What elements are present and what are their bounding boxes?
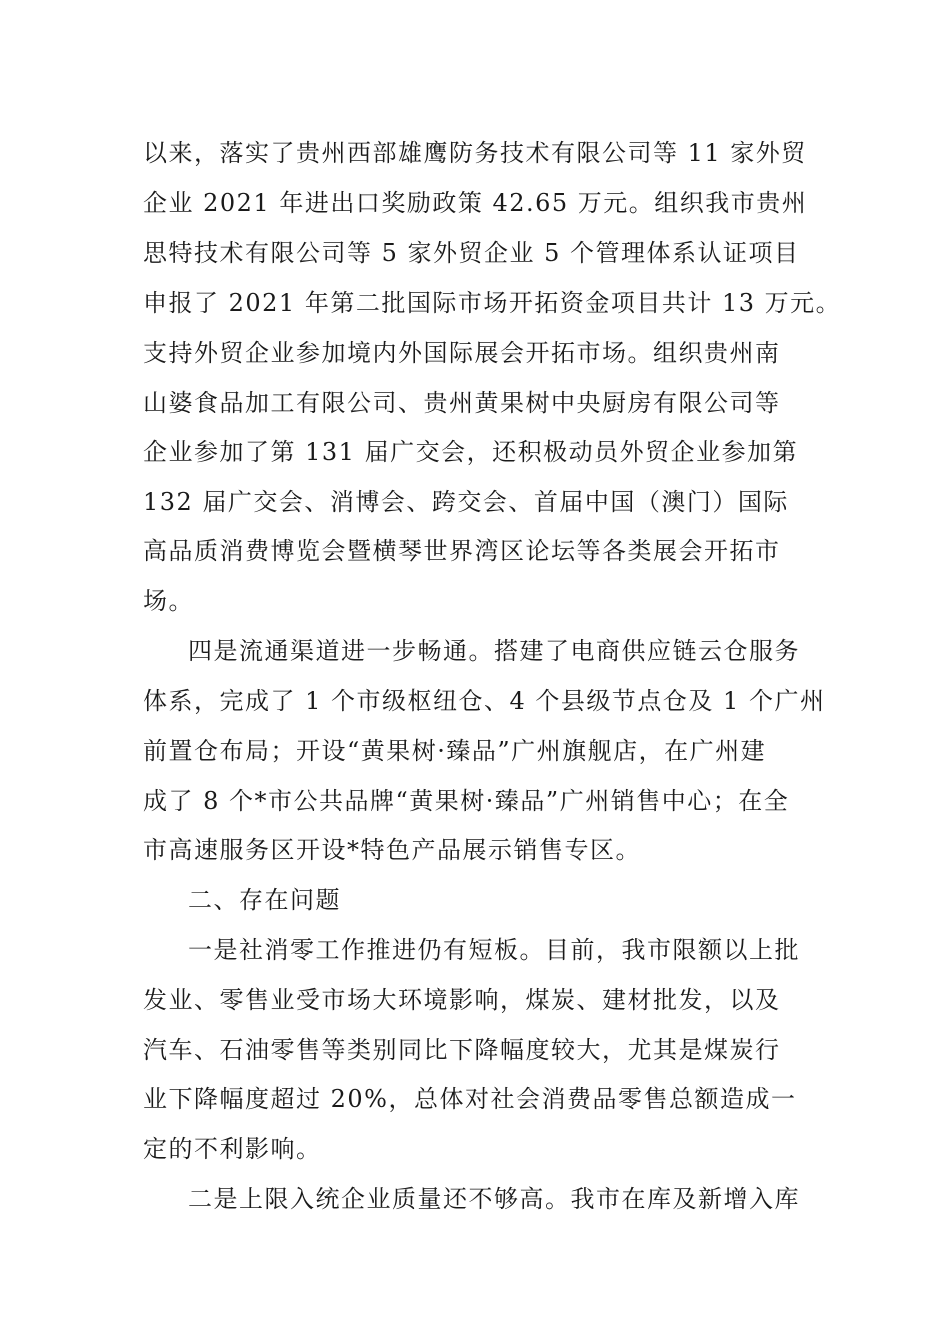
text-line: 企业 2021 年进出口奖励政策 42.65 万元。组织我市贵州	[143, 189, 808, 217]
text-line: 业下降幅度超过 20%，总体对社会消费品零售总额造成一	[143, 1085, 797, 1113]
text-line: 发业、零售业受市场大环境影响，煤炭、建材批发，以及	[143, 986, 781, 1014]
text-line: 场。	[143, 587, 194, 615]
section-heading: 二、存在问题	[188, 886, 341, 914]
text-line: 支持外贸企业参加境内外国际展会开拓市场。组织贵州南	[143, 339, 781, 367]
text-line: 思特技术有限公司等 5 家外贸企业 5 个管理体系认证项目	[143, 239, 800, 267]
paragraph-first-line: 四是流通渠道进一步畅通。搭建了电商供应链云仓服务	[188, 637, 800, 665]
text-line: 定的不利影响。	[143, 1135, 322, 1163]
text-line: 山婆食品加工有限公司、贵州黄果树中央厨房有限公司等	[143, 389, 781, 417]
text-line: 成了 8 个*市公共品牌“黄果树·臻品”广州销售中心；在全	[143, 787, 790, 815]
text-line: 132 届广交会、消博会、跨交会、首届中国（澳门）国际	[143, 488, 789, 516]
paragraph-first-line: 二是上限入统企业质量还不够高。我市在库及新增入库	[188, 1185, 800, 1213]
paragraph-first-line: 一是社消零工作推进仍有短板。目前，我市限额以上批	[188, 936, 800, 964]
text-line: 体系，完成了 1 个市级枢纽仓、4 个县级节点仓及 1 个广州	[143, 687, 826, 715]
text-line: 企业参加了第 131 届广交会，还积极动员外贸企业参加第	[143, 438, 799, 466]
text-line: 前置仓布局；开设“黄果树·臻品”广州旗舰店，在广州建	[143, 737, 767, 765]
text-line: 申报了 2021 年第二批国际市场开拓资金项目共计 13 万元。	[143, 289, 842, 317]
text-line: 市高速服务区开设*特色产品展示销售专区。	[143, 836, 641, 864]
text-line: 汽车、石油零售等类别同比下降幅度较大，尤其是煤炭行	[143, 1036, 781, 1064]
text-line: 以来，落实了贵州西部雄鹰防务技术有限公司等 11 家外贸	[143, 139, 807, 167]
text-line: 高品质消费博览会暨横琴世界湾区论坛等各类展会开拓市	[143, 537, 781, 565]
